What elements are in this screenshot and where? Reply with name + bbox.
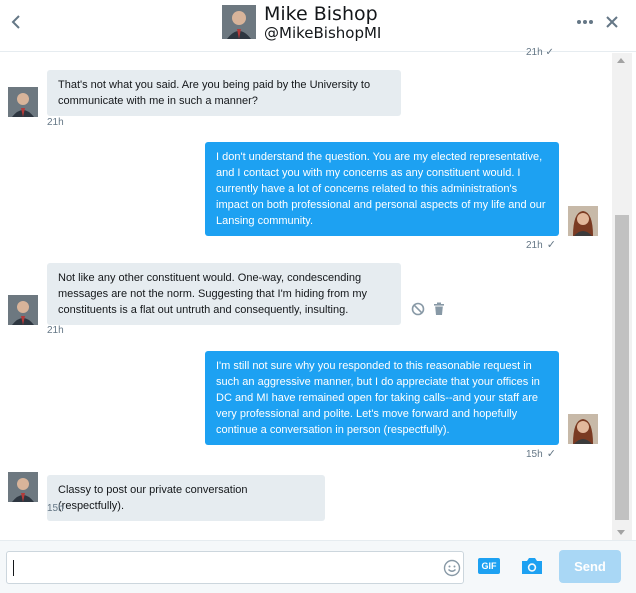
own-avatar[interactable] [568, 206, 598, 236]
message-composer [0, 540, 636, 593]
own-avatar[interactable] [568, 414, 598, 444]
scroll-down-arrow-icon[interactable] [617, 530, 625, 535]
close-icon [606, 16, 618, 28]
sender-avatar[interactable] [8, 295, 38, 325]
sender-avatar[interactable] [8, 472, 38, 502]
message-bubble-incoming[interactable]: Not like any other constituent would. One-way, condescending messages are not the norm. Suggesting that I'm hiding from my constituents is a flat out untruth and consequently, insulting. [47, 263, 401, 325]
message-timestamp: 21h [47, 117, 64, 128]
send-button[interactable]: Send [559, 550, 621, 583]
gif-button[interactable]: GIF [478, 558, 500, 574]
emoji-icon[interactable] [443, 559, 461, 577]
camera-icon[interactable] [520, 556, 544, 576]
message-actions [411, 302, 445, 316]
message-bubble-incoming[interactable]: Classy to post our private conversation (respectfully). [47, 475, 325, 521]
message-timestamp: 21h ✓ [526, 239, 556, 251]
read-check-icon: ✓ [546, 239, 556, 251]
trash-icon[interactable] [433, 302, 445, 316]
scrollbar[interactable] [612, 53, 632, 540]
close-button[interactable] [602, 12, 622, 32]
message-bubble-outgoing[interactable]: I'm still not sure why you responded to this reasonable request in such an aggressive manner, but I do appreciate that your offices in DC and MI have remained open for taking calls--and your staff are very professional and polite. Let's move forward and hopefully continue a conversation in person (respectfully). [205, 351, 559, 445]
message-input[interactable] [6, 551, 464, 584]
message-timestamp: 15h [47, 503, 64, 514]
timestamp-partial: 21h ✓ [526, 47, 554, 58]
scroll-thumb[interactable] [615, 215, 629, 520]
message-timestamp: 21h [47, 325, 64, 336]
sender-avatar[interactable] [8, 87, 38, 117]
back-button[interactable] [6, 12, 26, 32]
message-list[interactable] [0, 47, 612, 540]
more-dots-icon [576, 19, 594, 25]
block-icon[interactable] [411, 302, 425, 316]
scroll-up-arrow-icon[interactable] [617, 58, 625, 63]
message-bubble-incoming[interactable]: That's not what you said. Are you being paid by the University to communicate with me in such a manner? [47, 70, 401, 116]
conversation-header [0, 0, 636, 52]
text-caret [13, 560, 14, 576]
read-check-icon: ✓ [546, 448, 556, 460]
message-timestamp: 15h ✓ [526, 448, 556, 460]
more-options-button[interactable] [574, 12, 596, 32]
header-avatar[interactable] [222, 5, 256, 39]
conversation-handle: @MikeBishopMI [264, 24, 382, 42]
conversation-name: Mike Bishop [264, 3, 378, 25]
message-bubble-outgoing[interactable]: I don't understand the question. You are my elected representative, and I contact you with my concerns as any constituent would. I currently have a lot of concerns related to this administration's impact on both professional and personal aspects of my life and our Lansing community. [205, 142, 559, 236]
back-chevron-icon [10, 14, 22, 30]
